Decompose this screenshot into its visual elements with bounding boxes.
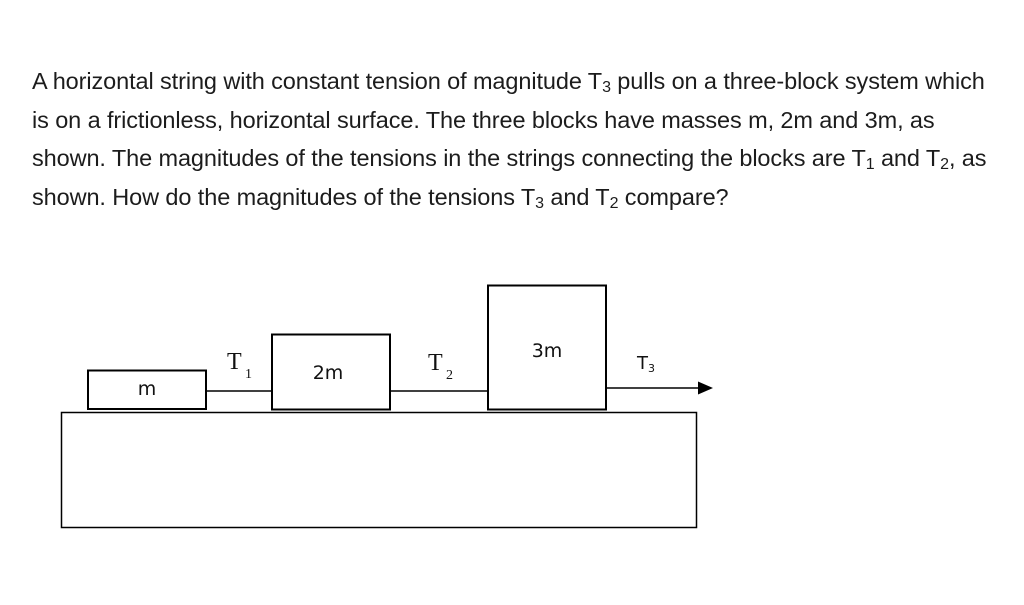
t1-subscript: 1 bbox=[245, 367, 252, 382]
question-text-segment: and T bbox=[874, 145, 941, 171]
t3-subscript: 3 bbox=[648, 362, 655, 375]
t1-label: T bbox=[227, 349, 242, 375]
question-subscript: 3 bbox=[602, 79, 611, 96]
block-m-label: m bbox=[137, 378, 157, 400]
question-text-segment: pulls on a three-block system which is on a frictionless, horizontal surface. The three blocks have masses m, 2m and 3m, as shown. The magnitudes of the tensions in the strings connecting the blocks are T bbox=[32, 68, 985, 171]
question-text-segment: , as shown. How do the magnitudes of the tensions T bbox=[32, 145, 987, 210]
block-3m-label: 3m bbox=[531, 340, 563, 362]
question-subscript: 1 bbox=[865, 156, 875, 173]
question-subscript: 2 bbox=[940, 156, 949, 173]
t2-label: T bbox=[428, 350, 443, 376]
question-subscript: 3 bbox=[535, 194, 544, 212]
t2-subscript: 2 bbox=[446, 368, 453, 383]
question-subscript: 2 bbox=[609, 194, 619, 212]
question-text-segment: and T bbox=[543, 183, 610, 210]
t3-label: T bbox=[637, 353, 648, 374]
t3-arrowhead bbox=[698, 382, 713, 395]
frictionless-surface bbox=[62, 413, 697, 528]
question-text-segment: compare? bbox=[618, 183, 729, 210]
block-2m-label: 2m bbox=[312, 362, 344, 384]
question-text-segment: A horizontal string with constant tension of magnitude T bbox=[32, 68, 603, 94]
